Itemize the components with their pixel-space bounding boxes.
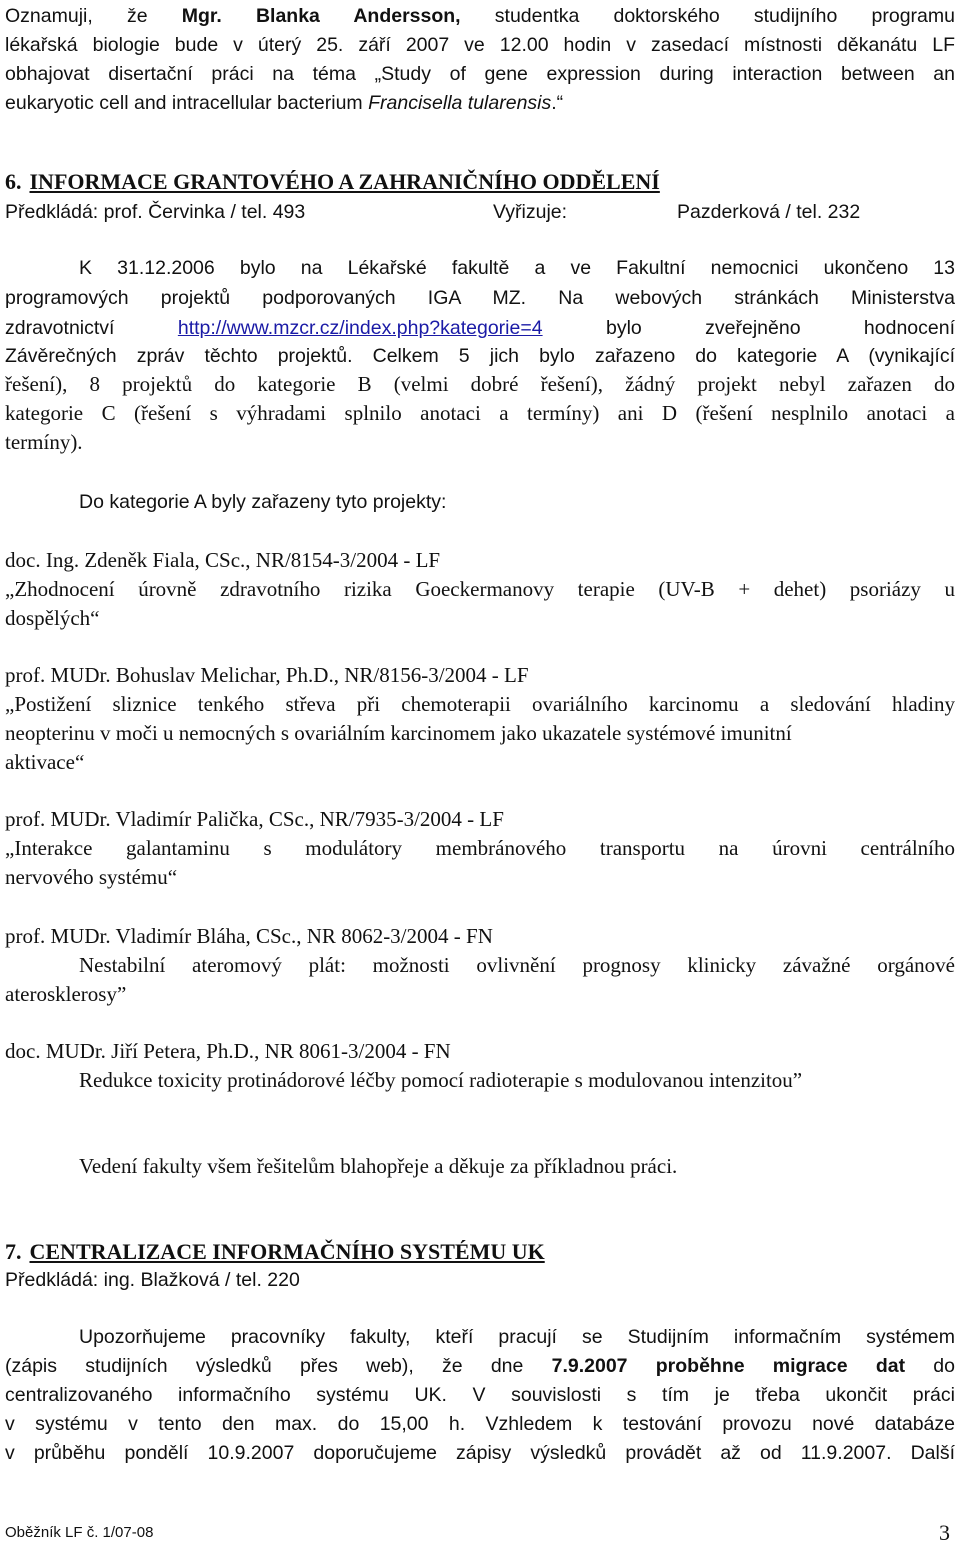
- species-name: Francisella tularensis: [368, 92, 552, 114]
- s7-para-line-4: v systému v tento den max. do 15,00 h. Vzhledem k testování provozu nové databáze: [5, 1413, 955, 1435]
- section-6-handler-label: Vyřizuje:: [493, 201, 568, 223]
- footer-circular-id: Oběžník LF č. 1/07-08: [5, 1524, 154, 1541]
- migration-date: 7.9.2007 proběhne migrace dat: [551, 1355, 906, 1377]
- project-2-title-line-3: aktivace“: [5, 750, 85, 774]
- project-4-title-line-2: aterosklerosy”: [5, 982, 127, 1006]
- project-5-author-line: [5, 1037, 955, 1066]
- project-2-author: prof. MUDr. Bohuslav Melichar, Ph.D.: [5, 663, 334, 687]
- section-6-handler: Pazderková / tel. 232: [677, 201, 861, 223]
- s7-para-line-1: Upozorňujeme pracovníky fakulty, kteří pracují se Studijním informačním systémem: [79, 1326, 955, 1348]
- intro-line-3: obhajovat disertační práci na téma „Study of gene expression during interaction between an: [5, 63, 955, 85]
- s6-para-line-2: programových projektů podporovaných IGA MZ. Na webových stránkách Ministerstva: [5, 287, 955, 309]
- student-name: Mgr. Blanka Andersson,: [181, 5, 461, 27]
- project-4-author-line: [5, 922, 955, 951]
- project-4-author: prof. MUDr. Vladimír Bláha, CSc.: [5, 924, 297, 948]
- project-4-title-line-1: Nestabilní ateromový plát: možnosti ovlivnění prognosy klinicky závažné orgánové: [79, 953, 955, 977]
- intro-line-4: eukaryotic cell and intracellular bacterium Francisella tularensis.“: [5, 92, 564, 114]
- section-7-presenter: Předkládá: ing. Blažková / tel. 220: [5, 1269, 300, 1291]
- project-3-title-line-1: „Interakce galantaminu s modulátory membránového transportu na úrovni centrálního: [5, 836, 955, 860]
- project-4-code: , NR 8062-3/2004 - FN: [296, 924, 493, 948]
- s7-para-line-3: centralizovaného informačního systému UK. V souvislosti s tím je třeba ukončit práci: [5, 1384, 955, 1406]
- project-1-code: , NR/8154-3/2004 - LF: [245, 548, 441, 572]
- project-2-title-line-2: neopterinu v moči u nemocných s ovariálním karcinomem jako ukazatele systémové imunitní: [5, 721, 792, 745]
- project-3-author: prof. MUDr. Vladimír Palička, CSc.: [5, 807, 310, 831]
- project-5-author: doc. MUDr. Jiří Petera, Ph.D.: [5, 1039, 255, 1063]
- project-2-title-line-1: „Postižení sliznice tenkého střeva při chemoterapii ovariálního karcinomu a sledování hladiny: [5, 692, 955, 716]
- project-3-code: , NR/7935-3/2004 - LF: [309, 807, 504, 831]
- page-number: 3: [939, 1520, 950, 1545]
- intro-line-1: Oznamuji, že Mgr. Blanka Andersson, studentka doktorského studijního programu: [5, 5, 955, 27]
- project-2-author-line: [5, 661, 955, 690]
- section-6-meta: [5, 198, 955, 227]
- s6-para-line-7: termíny).: [5, 430, 83, 454]
- section-7-title: CENTRALIZACE INFORMAČNÍHO SYSTÉMU UK: [29, 1239, 545, 1264]
- section-6-presenter: Předkládá: prof. Červinka / tel. 493: [5, 201, 306, 223]
- s7-para-line-5: v průběhu pondělí 10.9.2007 doporučujeme zápisy výsledků provádět až od 11.9.2007. Další: [5, 1442, 955, 1464]
- s6-para-line-6: kategorie C (řešení s výhradami splnilo anotaci a termíny) ani D (řešení nesplnilo anotaci a: [5, 401, 955, 425]
- congratulations: Vedení fakulty všem řešitelům blahopřeje a děkuje za příkladnou práci.: [79, 1154, 678, 1178]
- s6-para-line-4: Závěrečných zpráv těchto projektů. Celkem 5 jich bylo zařazeno do kategorie A (vynikající: [5, 345, 955, 367]
- s6-para-line-3: zdravotnictví http://www.mzcr.cz/index.php?kategorie=4 bylo zveřejněno hodnocení: [5, 317, 955, 339]
- project-1-title-line-1: „Zhodnocení úrovně zdravotního rizika Goeckermanovy terapie (UV-B + dehet) psoriázy u: [5, 577, 955, 601]
- section-6-title: INFORMACE GRANTOVÉHO A ZAHRANIČNÍHO ODDĚLENÍ: [29, 169, 660, 194]
- project-2-code: , NR/8156-3/2004 - LF: [333, 663, 529, 687]
- intro-line-2: lékařská biologie bude v úterý 25. září 2007 ve 12.00 hodin v zasedací místnosti děkanátu LF: [5, 34, 955, 56]
- category-a-intro: Do kategorie A byly zařazeny tyto projekty:: [79, 491, 447, 513]
- project-3-title-line-2: nervového systému“: [5, 865, 178, 889]
- s7-para-line-2: (zápis studijních výsledků přes web), že dne 7.9.2007 proběhne migrace dat do: [5, 1355, 955, 1377]
- section-6-heading: 6. INFORMACE GRANTOVÉHO A ZAHRANIČNÍHO ODDĚLENÍ: [5, 169, 660, 194]
- s6-para-line-1: K 31.12.2006 bylo na Lékařské fakultě a ve Fakultní nemocnici ukončeno 13: [79, 257, 955, 279]
- project-5-title-line-1: Redukce toxicity protinádorové léčby pomocí radioterapie s modulovanou intenzitou”: [79, 1068, 803, 1092]
- project-1-author-line: [5, 546, 955, 575]
- project-5-code: , NR 8061-3/2004 - FN: [254, 1039, 451, 1063]
- project-1-author: doc. Ing. Zdeněk Fiala, CSc.: [5, 548, 246, 572]
- ministry-link[interactable]: http://www.mzcr.cz/index.php?kategorie=4: [177, 317, 543, 339]
- s6-para-line-5: řešení), 8 projektů do kategorie B (velmi dobré řešení), žádný projekt nebyl zařazen do: [5, 372, 955, 396]
- section-7-heading: 7. CENTRALIZACE INFORMAČNÍHO SYSTÉMU UK: [5, 1239, 545, 1264]
- project-1-title-line-2: dospělých“: [5, 606, 100, 630]
- project-3-author-line: [5, 805, 955, 834]
